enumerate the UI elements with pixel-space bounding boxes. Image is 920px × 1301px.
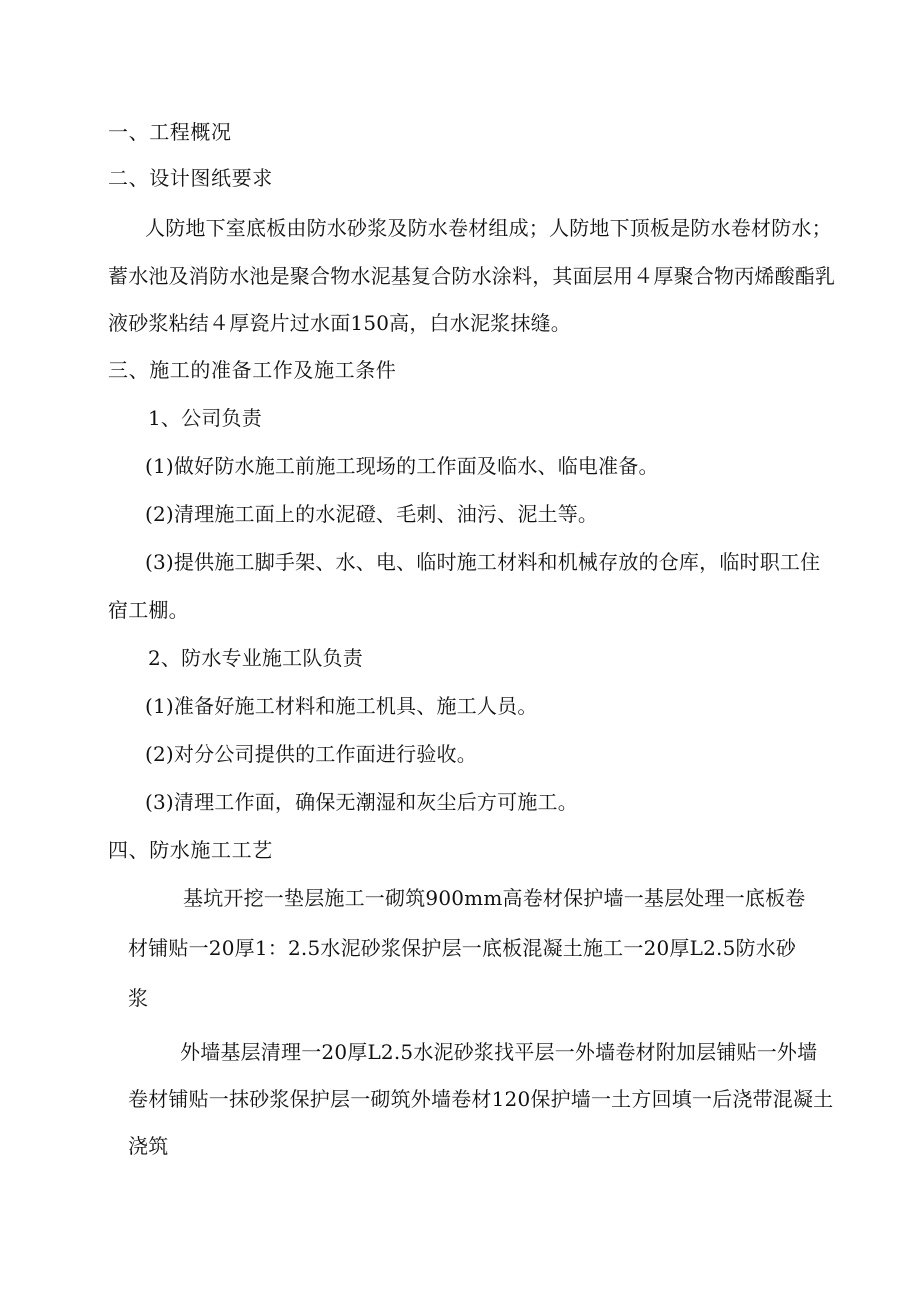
subheading-company: 1、公司负责 <box>148 406 262 430</box>
paragraph-line: 蓄水池及消防水池是聚合物水泥基复合防水涂料，其面层用４厚聚合物丙烯酸酯乳 <box>108 264 836 288</box>
process-line: 材铺贴一20厚1：2.5水泥砂浆保护层一底板混凝土施工一20厚L2.5防水砂 <box>128 936 797 960</box>
list-item: (2)清理施工面上的水泥磴、毛刺、油污、泥土等。 <box>145 502 599 526</box>
process-line: 基坑开挖一垫层施工一砌筑900mm高卷材保护墙一基层处理一底板卷 <box>183 886 806 910</box>
section-heading-overview: 一、工程概况 <box>108 120 232 144</box>
list-item: (2)对分公司提供的工作面进行验收。 <box>145 742 477 766</box>
process-line: 浇筑 <box>128 1134 169 1158</box>
list-item: (3)提供施工脚手架、水、电、临时施工材料和机械存放的仓库，临时职工住 <box>145 550 821 574</box>
list-item: (3)清理工作面，确保无潮湿和灰尘后方可施工。 <box>145 790 578 814</box>
process-line: 浆 <box>128 986 149 1010</box>
subheading-team: 2、防水专业施工队负责 <box>148 646 363 670</box>
paragraph-line: 液砂浆粘结４厚瓷片过水面150高，白水泥浆抹缝。 <box>108 311 571 335</box>
process-line: 卷材铺贴一抹砂浆保护层一砌筑外墙卷材120保护墙一土方回填一后浇带混凝土 <box>128 1087 834 1111</box>
list-item-continuation: 宿工棚。 <box>108 598 189 622</box>
list-item: (1)准备好施工材料和施工机具、施工人员。 <box>145 694 538 718</box>
section-heading-preparation: 三、施工的准备工作及施工条件 <box>108 358 397 382</box>
list-item: (1)做好防水施工前施工现场的工作面及临水、临电准备。 <box>145 454 659 478</box>
section-heading-process: 四、防水施工工艺 <box>108 838 273 862</box>
process-line: 外墙基层清理一20厚L2.5水泥砂浆找平层一外墙卷材附加层铺贴一外墙 <box>180 1040 818 1064</box>
paragraph-line: 人防地下室底板由防水砂浆及防水卷材组成；人防地下顶板是防水卷材防水； <box>145 216 832 240</box>
section-heading-design: 二、设计图纸要求 <box>108 166 273 190</box>
